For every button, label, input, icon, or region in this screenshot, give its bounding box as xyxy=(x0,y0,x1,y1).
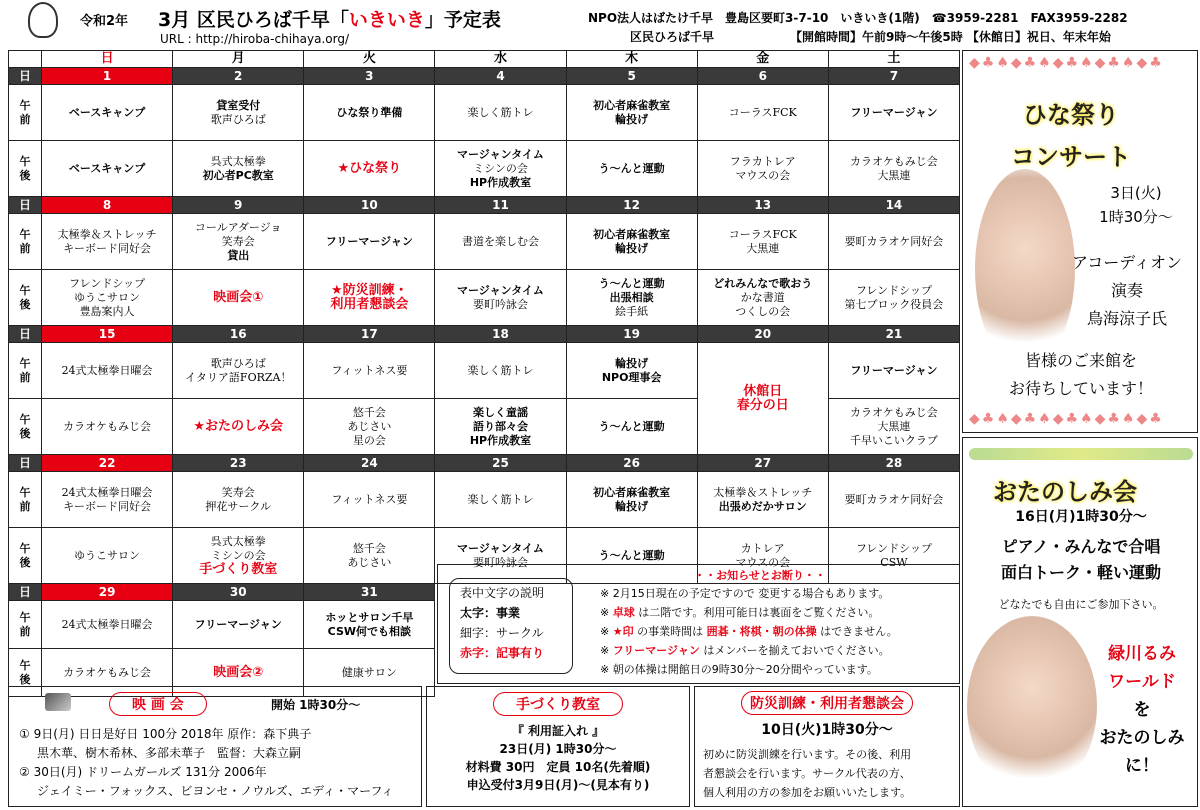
drill-line-2: 者懇談会を行います。サークル代表の方、 xyxy=(703,767,911,780)
craft-line-1: 『 利用証入れ 』 xyxy=(511,724,605,738)
event-text: コールアダージョ xyxy=(194,220,282,234)
event-text: 輪投げ xyxy=(615,356,649,370)
event-text: フレンドシップ xyxy=(855,283,932,297)
event-text: 輪投げ xyxy=(615,499,649,513)
event-text: ベースキャンプ xyxy=(68,161,146,175)
date-cell: 6 xyxy=(697,68,828,85)
movie-panel xyxy=(8,686,422,807)
otanoshimi-title: おたのしみ会 xyxy=(993,478,1137,506)
event-text: 絵手紙 xyxy=(615,304,649,318)
notice-line-3: ※ ★印 の事業時間は 囲碁・将棋・朝の体操 はできません。 xyxy=(600,625,898,638)
date-cell: 9 xyxy=(173,197,304,214)
title-part-a: 区民ひろば千早「 xyxy=(196,9,349,31)
opening-hours: 【開館時間】午前9時～午後5時 【休館日】祝日、年末年始 xyxy=(790,30,1111,44)
event-text: 要町吟詠会 xyxy=(472,555,528,569)
hina-time: 1時30分～ xyxy=(1099,208,1173,226)
event-text: 初心者麻雀教室 xyxy=(593,227,671,241)
notice-list xyxy=(600,568,960,679)
event-cell xyxy=(173,270,304,326)
event-text: 楽しく筋トレ xyxy=(467,363,534,377)
otanoshimi-text-4: おたのしみ xyxy=(1099,728,1185,748)
movie-line-1: ① 9日(月) 日日是好日 100分 2018年 原作：森下典子 xyxy=(19,727,312,741)
pm-label: 午 後 xyxy=(9,649,42,697)
weekday-4: 木 xyxy=(566,51,697,68)
pm-label: 午 後 xyxy=(9,399,42,455)
event-text: 呉式太極拳 xyxy=(210,154,266,168)
hina-deco-top: ◆♣♠◆♣♠◆♣♠◆♣♠◆♣ xyxy=(969,55,1164,71)
legend-title: 表中文字の説明 xyxy=(460,586,545,600)
pm-label: 午 後 xyxy=(9,528,42,584)
event-cell xyxy=(173,472,304,528)
craft-line-2: 23日(月) 1時30分～ xyxy=(499,742,617,756)
date-cell: 20 xyxy=(697,326,828,343)
page-title xyxy=(158,5,501,32)
header-era: 令和2年 xyxy=(80,14,129,29)
event-text: HP作成教室 xyxy=(469,175,532,189)
event-cell xyxy=(435,270,566,326)
otanoshimi-line-1: ピアノ・みんなで合唱 xyxy=(1001,537,1161,556)
event-text: 輪投げ xyxy=(615,241,649,255)
date-row-label: 日 xyxy=(9,197,42,214)
event-text: フレンドシップ xyxy=(69,276,146,290)
date-cell: 24 xyxy=(304,455,435,472)
date-cell: 28 xyxy=(828,455,959,472)
event-cell xyxy=(42,399,173,455)
event-text: 太極拳＆ストレッチ xyxy=(713,485,813,499)
event-cell xyxy=(697,343,828,455)
event-text: 貸出 xyxy=(227,248,250,262)
event-cell xyxy=(304,528,435,584)
event-cell xyxy=(435,141,566,197)
event-cell xyxy=(566,141,697,197)
event-text: キーボード同好会 xyxy=(63,499,152,513)
weekday-3: 水 xyxy=(435,51,566,68)
event-text: 大黒連 xyxy=(746,241,780,255)
date-cell: 30 xyxy=(173,584,304,601)
event-cell xyxy=(42,343,173,399)
date-cell: 23 xyxy=(173,455,304,472)
performer-photo xyxy=(967,616,1097,796)
date-cell: 15 xyxy=(42,326,173,343)
notice-line-5: ※ 朝の体操は開館日の9時30分～20分間やっています。 xyxy=(600,663,878,676)
event-cell xyxy=(42,270,173,326)
org-line1: NPO法人はばたけ千早 豊島区要町3-7-10 いきいき(1階) ☎3959-2281 FAX3959-2282 xyxy=(588,11,1128,25)
event-text: 24式太極拳日曜会 xyxy=(61,617,153,631)
movie-line-3: ② 30日(月) ドリームガールズ 131分 2006年 xyxy=(19,765,267,779)
event-text: 健康サロン xyxy=(341,665,397,679)
otanoshimi-line-2: 面白トーク・軽い運動 xyxy=(1000,563,1161,582)
event-text: 24式太極拳日曜会 xyxy=(61,485,153,499)
event-text: 手づくり教室 xyxy=(199,561,278,577)
event-cell xyxy=(173,399,304,455)
event-text: カラオケもみじ会 xyxy=(850,405,938,419)
event-text: カラオケもみじ会 xyxy=(63,419,151,433)
drill-line-3: 個人利用の方の参加をお願いいたします。 xyxy=(703,786,912,799)
am-label: 午 前 xyxy=(9,85,42,141)
event-text: かな書道 xyxy=(740,290,785,304)
date-cell: 31 xyxy=(304,584,435,601)
event-cell xyxy=(304,472,435,528)
event-cell xyxy=(566,85,697,141)
otanoshimi-text-3: を xyxy=(1133,700,1151,720)
event-text: 初心者麻雀教室 xyxy=(593,485,671,499)
otanoshimi-performer-2: ワールド xyxy=(1108,672,1176,692)
title-highlight: いきいき xyxy=(348,9,425,31)
event-text: 出張めだかサロン xyxy=(718,499,807,513)
hina-date: 3日(火) xyxy=(1110,184,1162,202)
hina-performer-2: 演奏 xyxy=(1110,281,1143,300)
notice-line-2: ※ 卓球 は二階です。利用可能日は裏面をご覧ください。 xyxy=(600,606,880,619)
notice-line-4: ※ フリーマージャン はメンバーを揃えておいでください。 xyxy=(600,644,890,657)
event-text: キーボード同好会 xyxy=(63,241,152,255)
event-cell xyxy=(828,141,959,197)
event-text: 休館日 xyxy=(743,383,783,399)
craft-panel xyxy=(426,686,690,807)
event-text: 千早いこいクラブ xyxy=(849,433,938,447)
weekday-0: 日 xyxy=(42,51,173,68)
date-cell: 10 xyxy=(304,197,435,214)
event-text: CSW xyxy=(880,555,908,569)
title-part-b: 」予定表 xyxy=(424,9,501,31)
date-cell: 5 xyxy=(566,68,697,85)
date-row-label: 日 xyxy=(9,584,42,601)
logo-icon xyxy=(28,2,58,38)
event-text: ミシンの会 xyxy=(473,161,528,175)
event-cell xyxy=(173,141,304,197)
weekday-5: 金 xyxy=(697,51,828,68)
event-cell xyxy=(42,601,173,649)
drill-label: 防災訓練・利用者懇談会 xyxy=(741,691,913,715)
event-cell xyxy=(42,214,173,270)
weekday-corner xyxy=(9,51,42,68)
event-text: カトレア xyxy=(740,541,785,555)
drill-time: 10日(火)1時30分～ xyxy=(761,722,893,738)
event-cell xyxy=(697,141,828,197)
event-text: ベースキャンプ xyxy=(68,105,146,119)
event-cell xyxy=(566,214,697,270)
event-text: マージャンタイム xyxy=(457,147,544,161)
event-cell xyxy=(435,343,566,399)
drill-line-1: 初めに防災訓練を行います。その後、利用 xyxy=(703,748,912,761)
event-text: HP作成教室 xyxy=(469,433,532,447)
hina-title-2: コンサート xyxy=(1011,143,1131,171)
event-text: 春分の日 xyxy=(736,397,789,413)
event-cell xyxy=(566,270,697,326)
legend-box xyxy=(449,578,573,674)
event-cell xyxy=(173,343,304,399)
event-cell xyxy=(173,601,304,649)
am-label: 午 前 xyxy=(9,214,42,270)
event-text: コーラスFCK xyxy=(728,105,797,119)
event-text: 映画会① xyxy=(213,289,264,305)
legend-bold: 太字：事業 xyxy=(460,606,521,620)
event-text: ゆうこサロン xyxy=(74,548,141,562)
hina-message-1: 皆様のご来館を xyxy=(1024,351,1137,370)
event-text: あじさい xyxy=(347,555,392,569)
date-cell: 17 xyxy=(304,326,435,343)
am-row xyxy=(9,214,960,270)
otanoshimi-panel xyxy=(962,437,1198,807)
movie-label: 映 画 会 xyxy=(109,692,207,716)
header-month: 3月 xyxy=(158,9,191,31)
date-row-label: 日 xyxy=(9,326,42,343)
event-text: カラオケもみじ会 xyxy=(63,665,151,679)
event-text: ★防災訓練・ xyxy=(331,282,408,298)
event-text: イタリア語FORZA！ xyxy=(184,370,292,384)
event-cell xyxy=(42,85,173,141)
movie-line-2: 黒木華、樹木希林、多部未華子 監督：大森立嗣 xyxy=(37,746,302,760)
date-cell: 29 xyxy=(42,584,173,601)
event-text: コーラスFCK xyxy=(728,227,797,241)
hina-message-2: お待ちしています！ xyxy=(1008,379,1153,398)
event-text: 初心者麻雀教室 xyxy=(593,98,671,112)
event-text: フラカトレア xyxy=(729,154,796,168)
event-cell xyxy=(435,472,566,528)
event-text: マージャンタイム xyxy=(457,283,544,297)
event-text: あじさい xyxy=(347,419,392,433)
otanoshimi-line-3: どなたでも自由にご参加下さい。 xyxy=(998,598,1164,611)
event-text: 楽しく筋トレ xyxy=(467,492,534,506)
event-text: 豊島案内人 xyxy=(79,304,135,318)
event-text: 呉式太極拳 xyxy=(210,534,266,548)
event-cell xyxy=(697,472,828,528)
event-text: ゆうこサロン xyxy=(74,290,141,304)
event-text: つくしの会 xyxy=(735,304,791,318)
org-line2: 区民ひろば千早 xyxy=(630,30,715,44)
event-text: う～んと運動 xyxy=(598,419,665,433)
movie-line-4: ジェイミー・フォックス、ビヨンセ・ノウルズ、エディ・マーフィ xyxy=(37,784,394,798)
otanoshimi-text-5: に！ xyxy=(1125,756,1159,776)
pm-label: 午 後 xyxy=(9,270,42,326)
craft-line-4: 申込受付3月9日(月)～(見本有り) xyxy=(466,778,650,792)
event-cell xyxy=(697,270,828,326)
date-cell: 14 xyxy=(828,197,959,214)
date-row xyxy=(9,197,960,214)
event-text: 悠千会 xyxy=(352,541,386,555)
event-cell xyxy=(828,343,959,399)
event-cell xyxy=(304,214,435,270)
pm-row xyxy=(9,141,960,197)
event-text: 星の会 xyxy=(352,433,386,447)
date-cell: 16 xyxy=(173,326,304,343)
event-text: 語り部々会 xyxy=(472,419,528,433)
date-row-label: 日 xyxy=(9,455,42,472)
weekday-6: 土 xyxy=(828,51,959,68)
event-cell xyxy=(828,399,959,455)
event-text: 初心者PC教室 xyxy=(202,168,274,182)
am-row xyxy=(9,85,960,141)
event-text: ★おたのしみ会 xyxy=(193,418,284,434)
date-cell: 26 xyxy=(566,455,697,472)
date-cell: 7 xyxy=(828,68,959,85)
event-text: 楽しく童謡 xyxy=(472,405,528,419)
event-cell xyxy=(304,399,435,455)
event-text: NPO理事会 xyxy=(601,370,662,384)
event-text: CSW何でも相談 xyxy=(327,624,412,638)
vine-deco-top xyxy=(969,448,1193,460)
event-cell xyxy=(435,214,566,270)
event-text: 24式太極拳日曜会 xyxy=(61,363,153,377)
date-cell: 8 xyxy=(42,197,173,214)
event-cell xyxy=(173,528,304,584)
event-text: 太極拳＆ストレッチ xyxy=(57,227,157,241)
event-cell xyxy=(566,343,697,399)
event-text: う～んと運動 xyxy=(598,276,665,290)
event-text: フリーマージャン xyxy=(850,105,938,119)
otanoshimi-date: 16日(月)1時30分～ xyxy=(1015,509,1147,525)
am-row xyxy=(9,343,960,399)
weekday-2: 火 xyxy=(304,51,435,68)
date-cell: 27 xyxy=(697,455,828,472)
event-text: 笑寿会 xyxy=(221,234,255,248)
craft-label: 手づくり教室 xyxy=(493,692,623,716)
date-cell: 18 xyxy=(435,326,566,343)
event-cell xyxy=(42,528,173,584)
pm-row xyxy=(9,270,960,326)
date-row-label: 日 xyxy=(9,68,42,85)
event-cell xyxy=(697,214,828,270)
event-cell xyxy=(42,141,173,197)
event-cell xyxy=(304,85,435,141)
event-cell xyxy=(435,399,566,455)
event-text: フレンドシップ xyxy=(855,541,932,555)
event-text: う～んと運動 xyxy=(598,161,665,175)
am-label: 午 前 xyxy=(9,472,42,528)
event-text: どれみんなで歌おう xyxy=(713,276,813,290)
event-text: フリーマージャン xyxy=(325,234,413,248)
film-icon xyxy=(45,693,71,711)
drill-panel xyxy=(694,686,960,807)
hina-performer-3: 鳥海涼子氏 xyxy=(1086,309,1167,328)
event-text: 歌声ひろば xyxy=(210,356,266,370)
event-text: 輪投げ xyxy=(615,112,649,126)
event-text: マウスの会 xyxy=(735,168,791,182)
event-text: 押花サークル xyxy=(205,499,272,513)
am-label: 午 前 xyxy=(9,601,42,649)
weekday-1: 月 xyxy=(173,51,304,68)
event-text: フィットネス要 xyxy=(331,492,408,506)
hina-title-1: ひな祭り xyxy=(1023,101,1119,129)
am-label: 午 前 xyxy=(9,343,42,399)
event-text: ホッとサロン千早 xyxy=(325,610,414,624)
event-text: 要町吟詠会 xyxy=(472,297,528,311)
event-text: 笑寿会 xyxy=(221,485,255,499)
event-cell xyxy=(42,472,173,528)
notice-title: ・・お知らせとお断り・・ xyxy=(694,569,826,582)
event-text: ひな祭り準備 xyxy=(336,105,403,119)
event-cell xyxy=(304,601,435,649)
event-text: 大黒連 xyxy=(877,168,911,182)
date-row xyxy=(9,326,960,343)
legend-thin: 細字：サークル xyxy=(460,626,544,640)
date-cell: 12 xyxy=(566,197,697,214)
date-cell: 25 xyxy=(435,455,566,472)
event-cell xyxy=(828,472,959,528)
event-cell xyxy=(828,270,959,326)
craft-line-3: 材料費 30円 定員 10名(先着順) xyxy=(465,760,651,774)
hina-deco-bottom: ◆♣♠◆♣♠◆♣♠◆♣♠◆♣ xyxy=(969,411,1164,427)
url-text[interactable]: URL : http://hiroba-chihaya.org/ xyxy=(160,32,349,46)
event-text: マウスの会 xyxy=(735,555,791,569)
event-text: 出張相談 xyxy=(609,290,654,304)
event-cell xyxy=(566,472,697,528)
date-row xyxy=(9,455,960,472)
event-cell xyxy=(435,85,566,141)
event-text: 悠千会 xyxy=(352,405,386,419)
event-text: ミシンの会 xyxy=(210,548,266,562)
event-text: 書道を楽しむ会 xyxy=(461,234,539,248)
accordion-player-photo xyxy=(975,169,1075,369)
event-cell xyxy=(566,399,697,455)
event-text: 要町カラオケ同好会 xyxy=(844,492,944,506)
otanoshimi-performer-1: 緑川るみ xyxy=(1108,644,1176,664)
event-text: 楽しく筋トレ xyxy=(467,105,534,119)
pm-label: 午 後 xyxy=(9,141,42,197)
date-cell: 4 xyxy=(435,68,566,85)
event-text: 利用者懇談会 xyxy=(330,296,409,312)
hina-concert-panel xyxy=(962,50,1198,433)
event-cell xyxy=(304,270,435,326)
event-text: フリーマージャン xyxy=(850,363,938,377)
event-text: ★ひな祭り xyxy=(337,160,402,176)
event-text: う～んと運動 xyxy=(598,548,665,562)
event-cell xyxy=(173,85,304,141)
event-text: 要町カラオケ同好会 xyxy=(844,234,944,248)
event-text: マージャンタイム xyxy=(457,541,544,555)
date-row xyxy=(9,68,960,85)
event-text: カラオケもみじ会 xyxy=(850,154,938,168)
event-cell xyxy=(304,141,435,197)
date-cell: 3 xyxy=(304,68,435,85)
event-text: 第七ブロック役員会 xyxy=(844,297,944,311)
legend-red: 赤字：記事有り xyxy=(460,646,545,660)
date-cell: 11 xyxy=(435,197,566,214)
am-row xyxy=(9,472,960,528)
event-text: フィットネス要 xyxy=(331,363,408,377)
date-cell: 19 xyxy=(566,326,697,343)
event-text: 貸室受付 xyxy=(216,98,261,112)
date-cell: 1 xyxy=(42,68,173,85)
event-text: 歌声ひろば xyxy=(210,112,266,126)
event-text: 大黒連 xyxy=(877,419,911,433)
event-text: 映画会② xyxy=(213,664,264,680)
event-cell xyxy=(697,85,828,141)
event-cell xyxy=(828,214,959,270)
notice-line-1: ※ 2月15日現在の予定ですので 変更する場合もあります。 xyxy=(600,587,890,600)
event-cell xyxy=(173,214,304,270)
event-cell xyxy=(828,85,959,141)
date-cell: 22 xyxy=(42,455,173,472)
movie-time: 開始 1時30分～ xyxy=(271,698,361,712)
event-cell xyxy=(304,343,435,399)
date-cell: 2 xyxy=(173,68,304,85)
hina-performer-1: アコーディオン xyxy=(1072,253,1182,272)
date-cell: 13 xyxy=(697,197,828,214)
date-cell: 21 xyxy=(828,326,959,343)
weekday-header-row xyxy=(9,51,960,68)
event-text: フリーマージャン xyxy=(194,617,282,631)
